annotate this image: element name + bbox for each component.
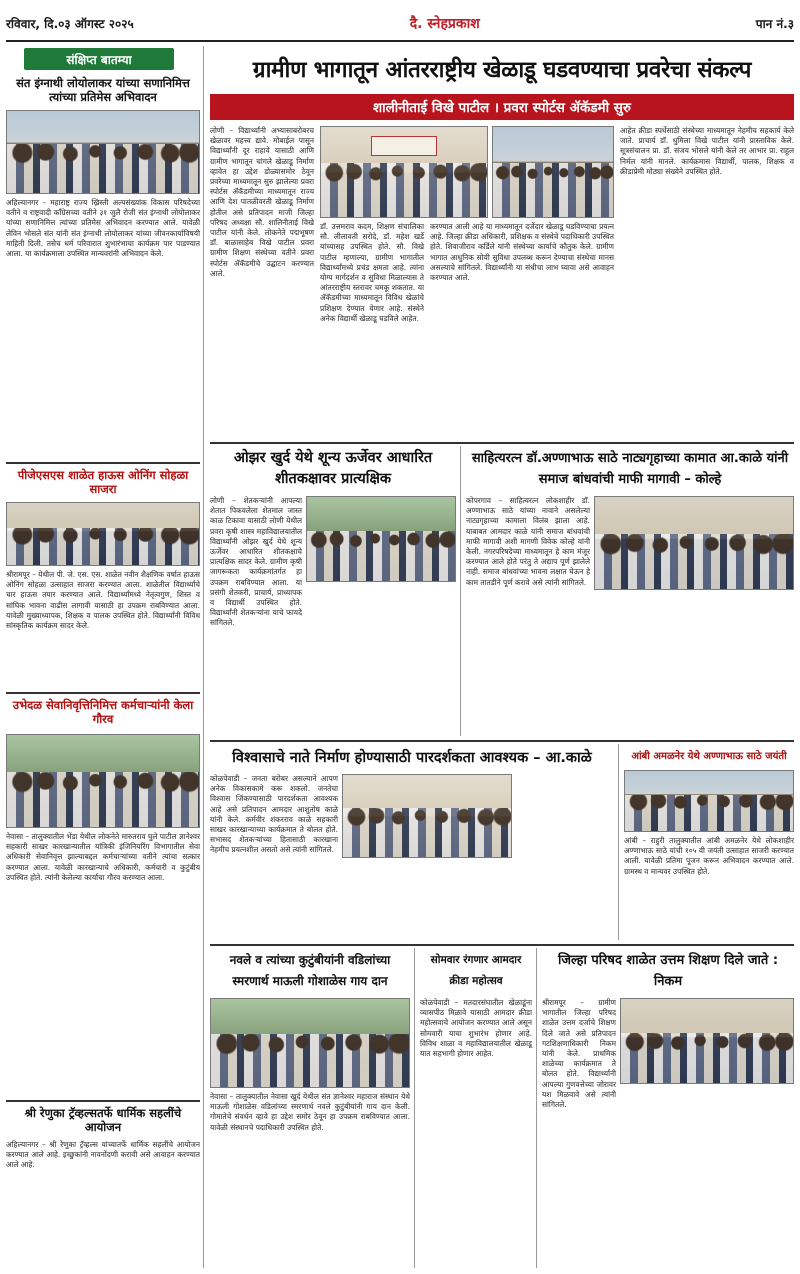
- story-2-headline: ओझर खुर्द येथे शून्य ऊर्जेवर आधारित शीतकक्षावर प्रात्यक्षिक: [233, 450, 433, 487]
- sidebar-story-1-title: संत इंग्नाथी लोयोलाकर यांच्या सणानिमित्त त्यांच्या प्रतिमेस अभिवादन: [16, 76, 190, 104]
- story-4-photo: [342, 774, 512, 858]
- sidebar-divider: [6, 692, 200, 694]
- story-8-text: श्रीरामपूर – ग्रामीण भागातील जिल्हा परिषद शाळेत उत्तम दर्जाचे शिक्षण दिले जाते असे प्रतिपादन गटशिक्षणाधिकारी निकम यांनी केले. प्राथमिक शाळेच्या कार्यक्रमात ते बोलत होते. विद्यार्थ्यांनी आपल्या गुणवत्तेच्या जोरावर यश मिळवावे असे त्यांनी सांगितले.: [542, 998, 616, 1110]
- sidebar-story-1-text: अहिल्यानगर – महाराष्ट्र राज्य ख्रिस्ती अल्पसंख्यांक विकास परिषदेच्या वतीने व राष्ट्रवादी काँग्रेसच्या वतीने ३१ जुलै रोजी संत इंग्नाथी लोयोलाकर यांच्या सणानिमित्त त्यांच्या प्रतिमेस अभिवादन करण्यात आले. यावेळी लेविन भोसले संत यांनी संत इंग्नाथी लोयोलाकर यांच्या जीवनकार्याविषयी माहिती दिली. तसेच धर्म परिवारात शुभारंभाचा कार्यक्रम पार पाडण्यात आला. या कार्यक्रमाला उपस्थित मान्यवरांनी अभिवादन केले.: [6, 198, 200, 259]
- sidebar-story-2-text: श्रीरामपूर – येथील पी. जे. एस. एस. शाळेत नवीन शैक्षणिक वर्षात हाऊस ओनिंग सोहळा उत्साहात साजरा करण्यात आला. शाळेतील विद्यार्थ्यांचे चार हाऊस तयार करण्यात आले. विद्यार्थ्यांमध्ये नेतृत्वगुण, शिस्त व सांघिक भावना वाढीस लागावी यासाठी हा उपक्रम राबविण्यात आला. यावेळी मुख्याध्यापक, शिक्षक व पालक उपस्थित होते. विद्यार्थ्यांनी विविध सांस्कृतिक कार्यक्रम सादर केले.: [6, 570, 200, 631]
- story-6-photo: [210, 998, 410, 1088]
- story-5-text: आंबी – राहुरी तालुक्यातील आंबी अमळनेर येथे लोकशाहीर अण्णाभाऊ साठे यांची १०५ वी जयंती उत्साहात साजरी करण्यात आली. यावेळी प्रतिमा पूजन करून अभिवादन करण्यात आले. ग्रामस्थ व मान्यवर उपस्थित होते.: [624, 836, 794, 876]
- sidebar-story-2-body: [6, 570, 200, 688]
- section-divider: [210, 442, 794, 444]
- story-4-body: [210, 774, 338, 930]
- lead-subheadline: शालीनीताई विखे पाटील । प्रवरा स्पोर्टस ॲकॅडमी सुरु: [210, 94, 794, 120]
- lead-photo-2: [492, 126, 614, 218]
- sidebar-divider: [6, 462, 200, 464]
- sidebar-story-4-text: अहिल्यानगर – श्री रेणुका ट्रॅव्हल्स यांच्यातर्फे धार्मिक सहलींचे आयोजन करण्यात आले आहे. इच्छुकांनी नावनोंदणी करावी असे आवाहन करण्यात आले आहे.: [6, 1140, 200, 1170]
- story-3-headline: साहित्यरत्न डॉ.अण्णाभाऊ साठे नाट्यगृहाच्या कामात आ.काळे यांनी समाज बांधवांची माफी मागावी – कोल्हे: [471, 451, 789, 487]
- story-6-text: नेवासा – तालुक्यातील नेवासा खुर्द येथील संत ज्ञानेश्वर महाराज संस्थान येथे माऊली गोशाळेस वडिलांच्या स्मरणार्थ नवले कुटुंबीयांनी गाय दान केली. गोमातेचे संवर्धन व्हावे हा उद्देश समोर ठेवून हा उपक्रम राबविण्यात आला. यावेळी संस्थानचे पदाधिकारी उपस्थित होते.: [210, 1092, 410, 1132]
- column-divider: [618, 744, 619, 940]
- story-3-photo: [594, 496, 794, 590]
- newspaper-name: दै. स्नेहप्रकाश: [409, 15, 480, 32]
- page-number: पान नं.३: [755, 16, 794, 31]
- sidebar-story-3-title: उभेदळ सेवानिवृत्तिनिमित्त कर्मचाऱ्यांनी केला गौरव: [12, 698, 194, 726]
- lead-col-1-text: लोणी – विद्यार्थ्यांनी अभ्यासाबरोबरच खेळावर महत्त्व द्यावे. मोबाईल पासून विद्यार्थ्यांनी दूर राहावे यासाठी आणि ग्रामीण भागातून चांगले खेळाडू निर्माण व्हावेत हा उद्देश डोळ्यासमोर ठेवून प्रवरेच्या माध्यमातून सुरु झालेल्या प्रवरा स्पोर्टस ॲकॅडमीच्या माध्यमातून राज्य आणि देश पातळीवरती खेळाडू निर्माण होतील असे प्रतिपादन माजी जिल्हा परिषद अध्यक्षा सौ. शालिनीताई विखे पाटील यांनी केले. लोकनेते पद्मभूषण डॉ. बाळासाहेब विखे पाटील प्रवरा ग्रामीण शिक्षण संस्थेच्या वतीने प्रवरा स्पोर्टस ॲकॅडमीचे उद्घाटन करण्यात आले.: [210, 126, 314, 278]
- lead-headline: ग्रामीण भागातून आंतरराष्ट्रीय खेळाडू घडवण्याचा प्रवरेचा संकल्प: [252, 57, 752, 83]
- story-7-headline: सोमवार रंगणार आमदार क्रीडा महोत्सव: [430, 954, 522, 987]
- story-4-headline: विश्वासाचे नाते निर्माण होण्यासाठी पारदर्शकता आवश्यक – आ.काळे: [232, 750, 592, 766]
- story-3-text: कोपरगाव – साहित्यरत्न लोकशाहीर डॉ. अण्णाभाऊ साठे यांच्या नावाने असलेल्या नाट्यगृहाच्या कामाला विलंब झाला आहे. याबाबत आमदार काळे यांनी समाज बांधवांची माफी मागावी अशी मागणी विवेक कोल्हे यांनी केली. नगरपरिषदेच्या माध्यमातून हे काम मंजूर करण्यात आले होते परंतु ते अद्याप पूर्ण झालेले नाही. समाज बांधवांच्या भावना लक्षात घेऊन हे काम तातडीने पूर्ण करावे असे त्यांनी सांगितले.: [466, 496, 590, 587]
- column-divider: [460, 446, 461, 736]
- column-divider: [414, 948, 415, 1268]
- section-divider: [210, 740, 794, 742]
- sidebar-story-1-body: [6, 198, 200, 458]
- masthead: [6, 6, 794, 42]
- story-4-text: कोळपेवाडी – जनता बरोबर असल्याने आपण अनेक विकासकामे करू शकलो. जनतेचा विश्वास जिंकण्यासाठी पारदर्शकता आवश्यक आहे असे प्रतिपादन आमदार आशुतोष काळे यांनी केले. कर्मवीर शंकरराव काळे सहकारी साखर कारखान्याच्या कार्यक्रमात ते बोलत होते. सभासद शेतकऱ्यांच्या हितासाठी कारखाना नेहमीच प्रयत्नशील असतो असे त्यांनी सांगितले.: [210, 774, 338, 855]
- story-5-body: [624, 836, 794, 940]
- sidebar-story-4-body: [6, 1140, 200, 1268]
- story-8-headline: जिल्हा परिषद शाळेत उत्तम शिक्षण दिले जाते : निकम: [557, 953, 779, 989]
- section-divider: [210, 944, 794, 946]
- sidebar-story-3-photo: [6, 734, 200, 828]
- story-3-body: [466, 496, 590, 736]
- story-8-body: [542, 998, 616, 1268]
- sidebar-story-3-text: नेवासा – तालुक्यातील भेंडा येथील लोकनेते मारुतराव घुले पाटील ज्ञानेश्वर सहकारी साखर कारखान्यातील यांत्रिकी इंजिनियरिंग विभागातील सेवा अधिकारी सेवानिवृत्त झाल्याबद्दल कर्मचाऱ्यांच्या वतीने त्यांचा सत्कार करण्यात आला. यावेळी कारखान्याचे अधिकारी, कर्मचारी व कुटुंबीय उपस्थित होते. त्यांनी केलेल्या कार्याचा गौरव करण्यात आला.: [6, 832, 200, 882]
- story-6-body: [210, 1092, 410, 1268]
- sidebar-story-3-body: [6, 832, 200, 1096]
- story-2-photo: [306, 496, 456, 582]
- lead-col-4-text: आहेत क्रीडा स्पर्धेसाठी संस्थेच्या माध्यमातून नेहमीच सहकार्य केले जाते. प्राचार्य डॉ. धुमिला विखे पाटील यांनी प्रास्ताविक केले. सूत्रसंचालन प्रा. डॉ. संजय भोसले यांनी केले तर आभार प्रा. राहुल निर्मल यांनी मानले. कार्यक्रमास विद्यार्थी, पालक, शिक्षक व क्रीडाप्रेमी मोठ्या संख्येने उपस्थित होते.: [620, 126, 794, 176]
- story-6-headline: नवले व त्यांच्या कुटुंबीयांनी वडिलांच्या स्मरणार्थ माऊली गोशाळेस गाय दान: [229, 953, 391, 988]
- lead-column-4: [620, 126, 794, 438]
- column-divider: [536, 948, 537, 1268]
- story-2-text: लोणी – शेतकऱ्यांनी आपल्या शेतात पिकवलेला शेतमाल जास्त काळ टिकावा यासाठी लोणी येथील प्रवरा कृषी शास्त्र महाविद्यालयातील विद्यार्थ्यांनी ओझर खुर्द येथे शून्य ऊर्जेवर आधारित शीतकक्षाचे प्रात्यक्षिक सादर केले. ग्रामीण कृषी जागरूकता कार्यक्रमांतर्गत हा उपक्रम राबविण्यात आला. या प्रसंगी शेतकरी, प्राचार्य, प्राध्यापक व विद्यार्थी उपस्थित होते. विद्यार्थ्यांनी शेतकऱ्यांना याचे फायदे सांगितले.: [210, 496, 302, 628]
- issue-date: रविवार, दि.०३ ऑगस्ट २०२५: [6, 16, 134, 31]
- sidebar-story-1-photo: [6, 110, 200, 194]
- lead-col-3-text: करण्यात आली आहे या माध्यमातून दर्जेदार खेळाडू घडविण्याचा प्रयत्न आहे. जिल्हा क्रीडा अधिकारी, प्रशिक्षक व संस्थेचे पदाधिकारी उपस्थित होते. शिवाजीराव कर्डिले यांनी संस्थेच्या कार्याचे कौतुक केले. ग्रामीण भागात आधुनिक सोयी सुविधा उपलब्ध करून देण्याचा संस्थेचा मानस असल्याचे सांगितले. विद्यार्थ्यांनी या संधीचा लाभ घ्यावा असे आवाहन करण्यात आले.: [430, 222, 614, 283]
- lead-photo-1: [320, 126, 488, 218]
- story-5-photo: [624, 770, 794, 832]
- sidebar-divider: [6, 1100, 200, 1102]
- sidebar-header: संक्षिप्त बातम्या: [24, 48, 174, 70]
- lead-column-3: [430, 222, 614, 438]
- story-5-headline: आंबी अमळनेर येथे अण्णाभाऊ साठे जयंती: [631, 751, 787, 762]
- lead-column-2: [320, 222, 424, 438]
- story-2-body: [210, 496, 302, 734]
- sidebar-story-2-photo: [6, 502, 200, 566]
- sidebar-story-4-title: श्री रेणुका ट्रॅव्हल्सतर्फे धार्मिक सहलींचे आयोजन: [24, 1106, 182, 1134]
- lead-column-1: [210, 126, 314, 438]
- story-7-text: कोळपेवाडी – मतदारसंघातील खेळाडूंना व्यासपीठ मिळावे यासाठी आमदार क्रीडा महोत्सवाचे आयोजन करण्यात आले असून सोमवारी याचा शुभारंभ होणार आहे. विविध शाळा व महाविद्यालयातील खेळाडू यात सहभागी होणार आहेत.: [420, 998, 532, 1059]
- lead-col-2-text: डॉ. उत्तमराव कदम, शिक्षण संचालिका सौ. लीलावती सरोदे, डॉ. महेश खर्डे यांच्यासह उपस्थित होते. सौ. विखे पाटील म्हणाल्या, ग्रामीण भागातील विद्यार्थ्यांमध्ये प्रचंड क्षमता आहे. त्यांना योग्य मार्गदर्शन व सुविधा मिळाल्यास ते आंतरराष्ट्रीय स्तरावर चमकू शकतात. या ॲकॅडमीच्या माध्यमातून विविध खेळांचे प्रशिक्षण देण्यात येणार आहे. संस्थेने अनेक विद्यार्थी खेळाडू घडविले आहेत.: [320, 222, 424, 323]
- story-7-body: [420, 998, 532, 1268]
- story-8-photo: [620, 998, 794, 1084]
- column-divider: [203, 46, 204, 1268]
- sidebar-story-2-title: पीजेएसएस शाळेत हाऊस ओनिंग सोहळा साजरा: [17, 468, 189, 496]
